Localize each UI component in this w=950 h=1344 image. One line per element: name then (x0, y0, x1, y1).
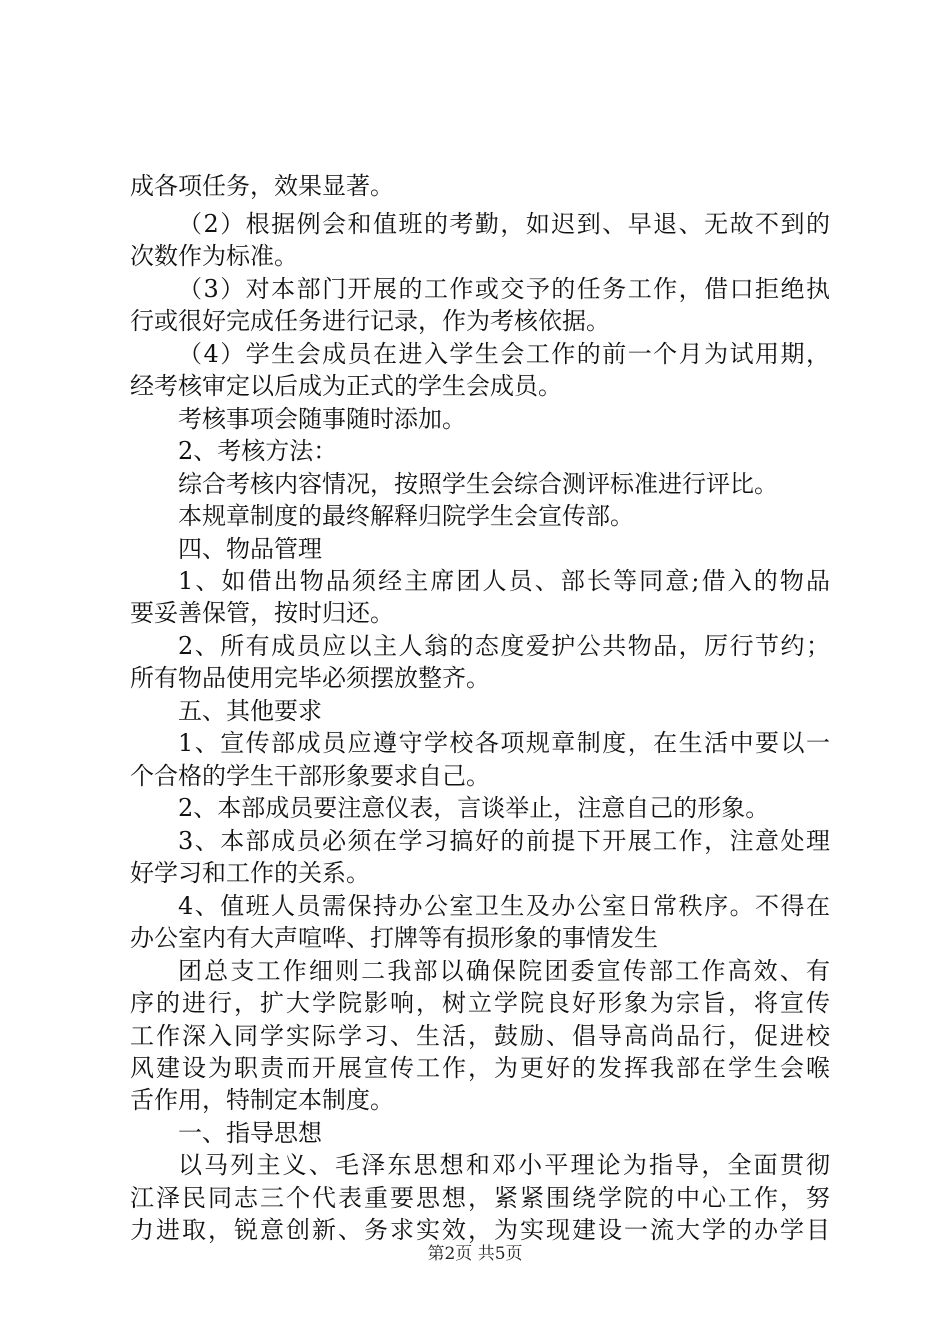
text-line: 所有物品使用完毕必须摆放整齐。 (130, 664, 490, 692)
text-line: 个合格的学生干部形象要求自己。 (130, 762, 490, 790)
section-heading: 一、指导思想 (178, 1119, 322, 1147)
text-line: 序的进行，扩大学院影响，树立学院良好形象为宗旨，将宣传 (130, 989, 830, 1017)
text-line: 好学习和工作的关系。 (130, 859, 370, 887)
text-line: 要妥善保管，按时归还。 (130, 599, 394, 627)
text-line: 工作深入同学实际学习、生活，鼓励、倡导高尚品行，促进校 (130, 1022, 830, 1050)
text-line: （4）学生会成员在进入学生会工作的前一个月为试用期， (178, 340, 830, 368)
text-line: 综合考核内容情况，按照学生会综合测评标准进行评比。 (178, 470, 778, 498)
text-line: 2、本部成员要注意仪表，言谈举止，注意自己的形象。 (178, 794, 770, 822)
text-line: 2、考核方法： (178, 437, 338, 465)
text-line: 4、值班人员需保持办公室卫生及办公室日常秩序。不得在 (178, 892, 830, 920)
text-line: （2）根据例会和值班的考勤，如迟到、早退、无故不到的 (178, 210, 830, 238)
section-heading: 五、其他要求 (178, 697, 322, 725)
text-line: （3）对本部门开展的工作或交予的任务工作，借口拒绝执 (178, 275, 830, 303)
text-line: 行或很好完成任务进行记录，作为考核依据。 (130, 307, 610, 335)
text-line: 团总支工作细则二我部以确保院团委宣传部工作高效、有 (178, 957, 830, 985)
text-line: 1、宣传部成员应遵守学校各项规章制度，在生活中要以一 (178, 729, 830, 757)
text-line: 考核事项会随事随时添加。 (178, 405, 466, 433)
text-line: 次数作为标准。 (130, 242, 298, 270)
text-line: 3、本部成员必须在学习搞好的前提下开展工作，注意处理 (178, 827, 830, 855)
text-line: 本规章制度的最终解释归院学生会宣传部。 (178, 502, 634, 530)
section-heading: 四、物品管理 (178, 535, 322, 563)
text-line: 成各项任务，效果显著。 (130, 172, 394, 200)
text-line: 以马列主义、毛泽东思想和邓小平理论为指导，全面贯彻 (178, 1151, 830, 1179)
text-line: 舌作用，特制定本制度。 (130, 1086, 394, 1114)
text-line: 经考核审定以后成为正式的学生会成员。 (130, 372, 562, 400)
text-line: 江泽民同志三个代表重要思想，紧紧围绕学院的中心工作，努 (130, 1184, 830, 1212)
text-line: 办公室内有大声喧哗、打牌等有损形象的事情发生 (130, 924, 658, 952)
text-line: 2、所有成员应以主人翁的态度爱护公共物品，厉行节约； (178, 632, 830, 660)
page-number-footer: 第2页 共5页 (427, 1244, 523, 1264)
text-line: 风建设为职责而开展宣传工作，为更好的发挥我部在学生会喉 (130, 1054, 830, 1082)
text-line: 力进取，锐意创新、务求实效，为实现建设一流大学的办学目 (130, 1216, 830, 1244)
text-line: 1、如借出物品须经主席团人员、部长等同意;借入的物品 (178, 567, 830, 595)
